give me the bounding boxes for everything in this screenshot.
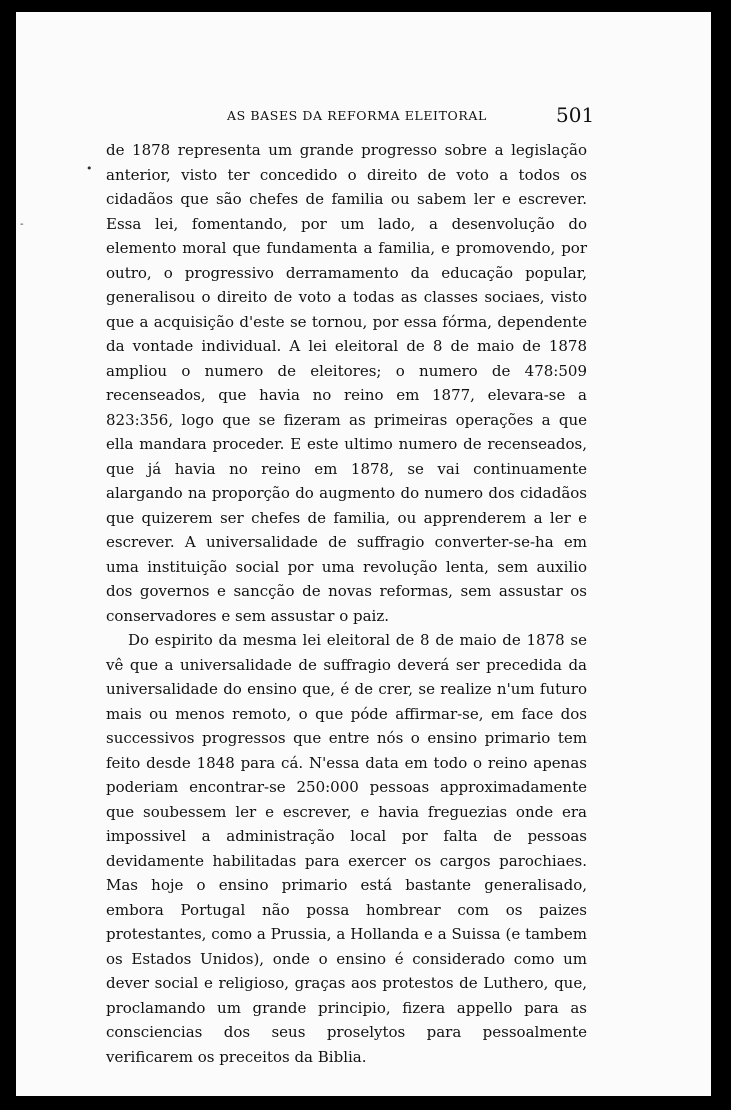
paragraph: de 1878 representa um grande progresso sobre a legislação anterior, visto ter concedido o direito de voto a todos os cidadãos que são chefes de familia ou sabem ler e escrever. Essa lei, fomentando, por um lado, a desenvolução do elemento moral que fundamenta a familia, e promovendo, por outro, o progressivo derramamento da educação popular, generalisou o direito de voto a todas as classes sociaes, visto que a acquisição d'este se tornou, por essa fórma, dependente da vontade individual. A lei eleitoral de 8 de maio de 1878 ampliou o numero de eleitores; o numero de 478:509 recenseados, que havia no reino em 1877, elevara-se a 823:356, logo que se fizeram as primeiras operações a que ella mandara proceder. E este ultimo numero de recenseados, que já havia no reino em 1878, se vai continuamente alargando na proporção do augmento do numero dos cidadãos que quizerem ser chefes de familia, ou apprenderem a ler e escrever. A universalidade de suffragio converter-se-ha em uma instituição social por uma revolução lenta, sem auxilio dos governos e sancção de novas reformas, sem assustar os conservadores e sem assustar o paiz. [106, 141, 587, 625]
paragraph: Do espirito da mesma lei eleitoral de 8 de maio de 1878 se vê que a universalidade de suffragio deverá ser precedida da universalidade do ensino que, é de crer, se realize n'um futuro mais ou menos remoto, o que póde affirmar-se, em face dos successivos progressos que entre nós o ensino primario tem feito desde 1848 para cá. N'essa data em todo o reino apenas poderiam encontrar-se 250:000 pessoas approximadamente que soubessem ler e escrever, e havia freguezias onde era impossivel a administração local por falta de pessoas devidamente habilitadas para exercer os cargos parochiaes. Mas hoje o ensino primario está bastante generalisado, embora Portugal não possa hombrear com os paizes protestantes, como a Prussia, a Hollanda e a Suissa (e tambem os Estados Unidos), onde o ensino é considerado como um dever social e religioso, graças aos protestos de Luthero, que, proclamando um grande principio, fizera appello para as consciencias dos seus proselytos para pessoalmente verificarem os preceitos da Biblia. [106, 631, 587, 1066]
body-text [106, 138, 587, 1069]
page-header [16, 104, 711, 128]
page-number: 501 [556, 103, 595, 127]
margin-mark: • [86, 162, 93, 175]
margin-mark: - [20, 219, 24, 230]
book-page [16, 12, 711, 1096]
running-title: AS BASES DA REFORMA ELEITORAL [227, 108, 487, 123]
